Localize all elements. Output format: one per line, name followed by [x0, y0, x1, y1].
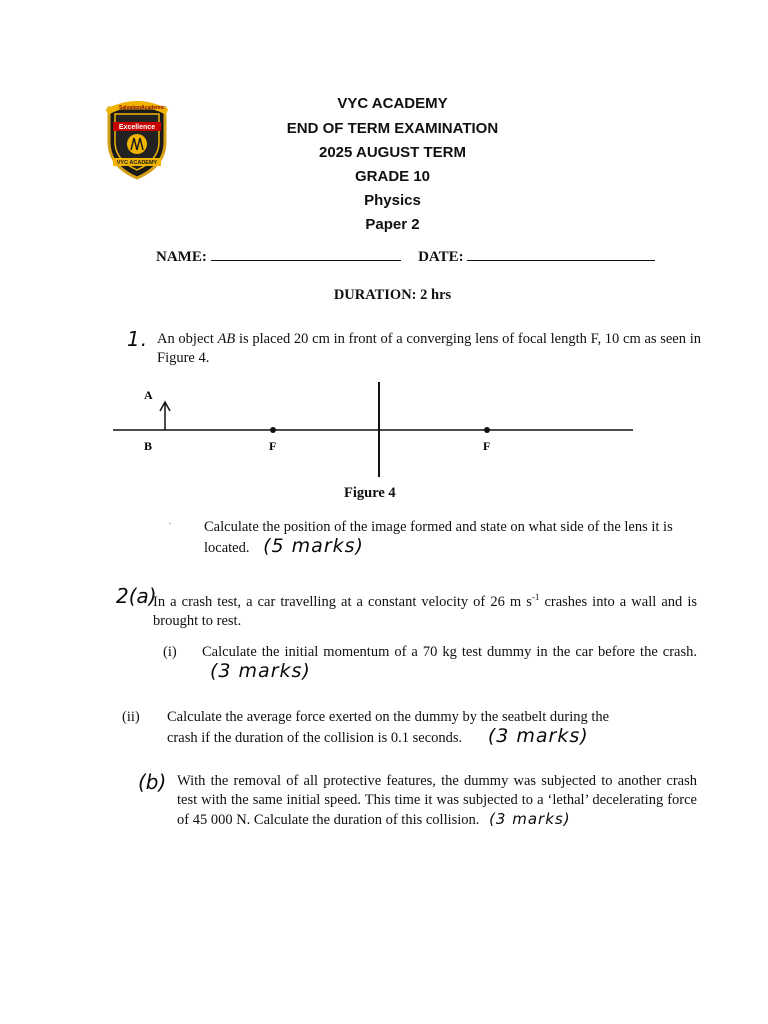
- q2-intro: In a crash test, a car travelling at a constant velocity of 26 m $s^{-1}$ crashes into a wall and is brought to rest.: [153, 592, 697, 629]
- duration: DURATION: 2 hrs: [333, 287, 452, 303]
- school-name: VYC ACADEMY: [337, 95, 448, 112]
- focal-point-right: [484, 427, 490, 433]
- label-b: B: [144, 439, 153, 453]
- focal-point-left: [270, 427, 276, 433]
- q2-ii-marks: (3 marks): [487, 725, 589, 747]
- q2-ii-text: Calculate the average force exerted on the dummy by the seatbelt during the crash if the duration of the collision is 0.1 seconds. (3 marks): [167, 709, 610, 747]
- q2-i-text: Calculate the initial momentum of a 70 kg test dummy in the car before the crash. (3 marks): [202, 644, 697, 682]
- q1-task: Calculate the position of the image formed and state on what side of the lens it is located. (5 marks): [204, 519, 673, 557]
- subject: Physics: [364, 192, 421, 209]
- q2-ii-label: (ii): [122, 709, 140, 725]
- label-f-right: F: [483, 439, 491, 453]
- exam-title: END OF TERM EXAMINATION: [286, 120, 499, 137]
- label-a: A: [144, 388, 153, 402]
- name-field[interactable]: [211, 248, 401, 261]
- logo-arc-left: Salvation: [119, 105, 142, 111]
- logo-banner: Excellence: [118, 124, 156, 131]
- q2-i-marks: (3 marks): [210, 660, 311, 682]
- grade: GRADE 10: [354, 168, 431, 185]
- q1-marks: (5 marks): [263, 535, 364, 557]
- name-label: NAME:: [156, 249, 207, 265]
- q2-i-label: (i): [163, 644, 177, 660]
- q1-bullet: ·: [168, 516, 172, 530]
- paper: Paper 2: [365, 216, 420, 233]
- name-date-row: [156, 248, 655, 267]
- q2b-text: With the removal of all protective features, the dummy was subjected to another crash test with the same initial speed. This time it was subjected to a ‘lethal’ decelerating force of 45 000 N. Calculate the duration of this collision. (3 marks): [177, 773, 697, 828]
- q2b-marks: (3 marks): [489, 810, 571, 828]
- figure-4-diagram: [0, 375, 768, 485]
- q2b-label: (b): [138, 770, 167, 794]
- exam-term: 2025 AUGUST TERM: [319, 144, 466, 161]
- date-field[interactable]: [467, 248, 655, 261]
- logo-arc-right: Academic: [141, 105, 165, 111]
- figure-caption: Figure 4: [344, 485, 396, 501]
- q2a-number: 2(a): [116, 584, 157, 608]
- label-f-left: F: [269, 439, 277, 453]
- logo-footer: VYC ACADEMY: [116, 160, 158, 166]
- date-label: DATE:: [418, 249, 464, 265]
- q1-number: 1.: [127, 327, 149, 351]
- q1-text: An object AB is placed 20 cm in front of a converging lens of focal length F, 10 cm as seen in Figure 4.: [157, 331, 701, 366]
- school-logo: [103, 100, 171, 180]
